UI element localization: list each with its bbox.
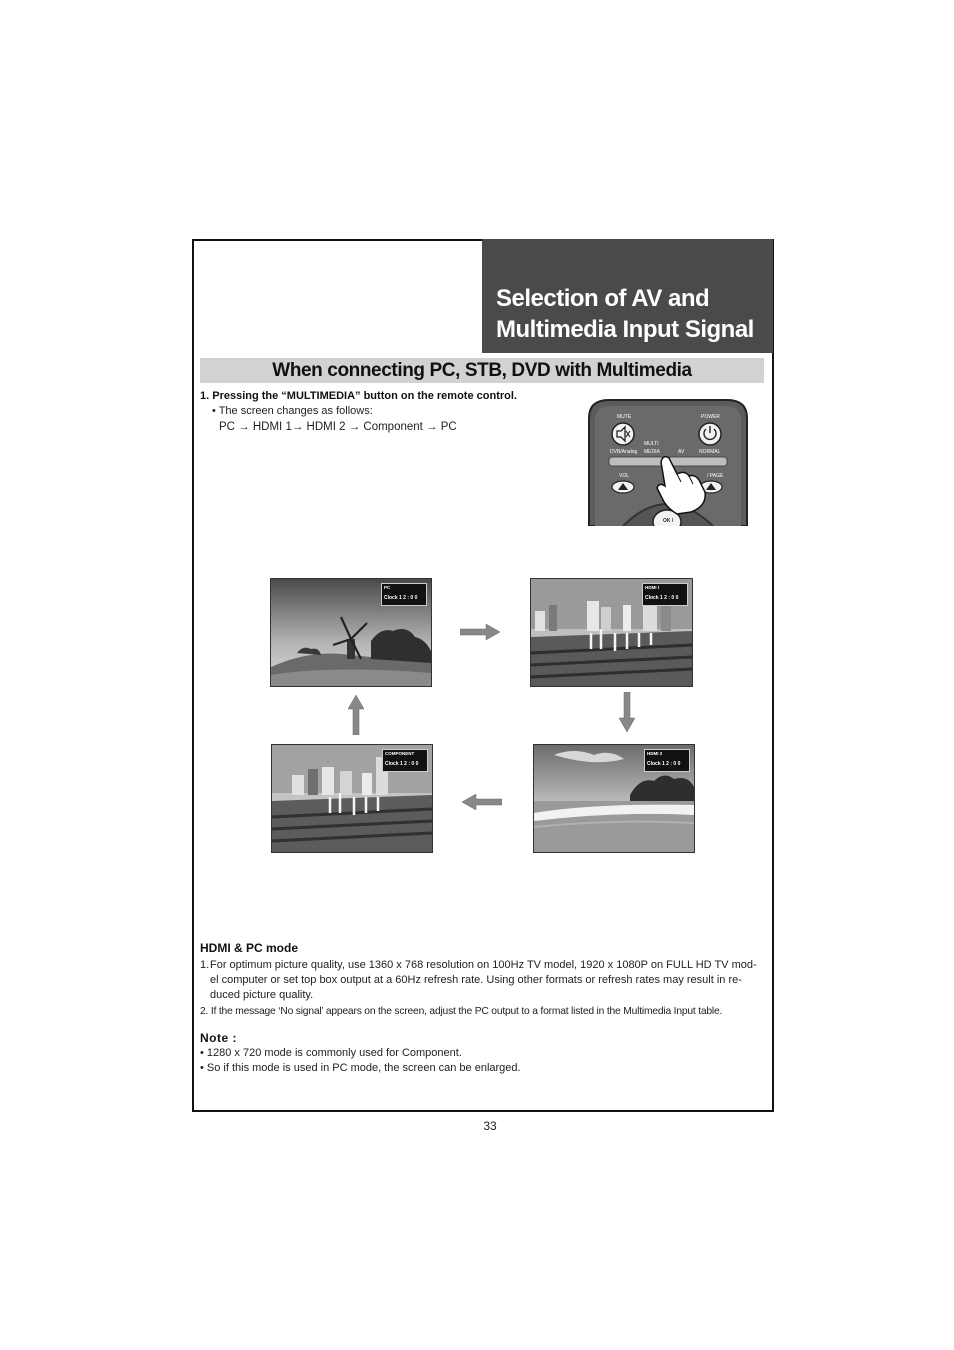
remote-vol-label: VOL xyxy=(619,473,630,479)
hdmi1-osd-label: HDMI I xyxy=(645,585,659,590)
component-osd-clock: Clock 1 2 : 0 0 xyxy=(385,761,419,767)
remote-page-label: / PAGE xyxy=(707,473,724,479)
note-bullet-2: • So if this mode is used in PC mode, the screen can be enlarged. xyxy=(200,1062,521,1074)
remote-multi-label: MULTI xyxy=(644,441,659,447)
hdmi1-osd-clock: Clock 1 2 : 0 0 xyxy=(645,595,679,601)
remote-media-label: MEDIA xyxy=(644,449,660,455)
remote-normal-label: NORMAL xyxy=(699,449,721,455)
arrow-up-icon xyxy=(348,693,364,735)
paragraph-1-line-2: el computer or set top box output at a 60Hz refresh rate. Using other formats or refresh rates may result in re- xyxy=(210,974,742,986)
paragraph-1-line-3: duced picture quality. xyxy=(210,989,314,1001)
hdmi-pc-paragraph-1 xyxy=(200,958,766,1003)
title-line-2: Multimedia Input Signal xyxy=(496,316,754,343)
arrow-down-icon xyxy=(619,692,635,734)
input-sequence: PC → HDMI 1→ HDMI 2 → Component → PC xyxy=(219,421,457,433)
paragraph-1-number: 1. xyxy=(200,959,210,971)
title-box xyxy=(482,239,773,353)
hdmi2-screen-image xyxy=(533,744,695,853)
step-title: 1. Pressing the “MULTIMEDIA” button on the remote control. xyxy=(200,390,517,402)
remote-dvb-label: DVB/Analog xyxy=(610,449,638,455)
section-bar xyxy=(200,358,764,383)
hdmi-pc-mode-title: HDMI & PC mode xyxy=(200,941,299,955)
remote-av-label: AV xyxy=(678,449,685,455)
arrow-left-icon xyxy=(460,794,502,810)
pc-osd-label: PC xyxy=(384,585,391,590)
hdmi-pc-paragraph-2: 2. If the message ‘No signal’ appears on the screen, adjust the PC output to a format listed in the Multimedia Input table. xyxy=(200,1006,723,1017)
page-number: 33 xyxy=(483,1119,497,1133)
component-osd-label: COMPONENT xyxy=(385,751,415,756)
hdmi1-screen-image xyxy=(530,578,693,687)
note-bullet-1: • 1280 x 720 mode is commonly used for Component. xyxy=(200,1047,462,1059)
section-heading: When connecting PC, STB, DVD with Multimedia xyxy=(272,360,692,381)
pc-screen-image xyxy=(270,578,432,687)
remote-control-illustration xyxy=(587,396,749,526)
step-subtitle: • The screen changes as follows: xyxy=(212,405,373,417)
remote-ok-label: OK / xyxy=(663,518,674,524)
hdmi2-osd-clock: Clock 1 2 : 0 0 xyxy=(647,761,681,767)
title-line-1: Selection of AV and xyxy=(496,285,710,312)
hdmi2-osd xyxy=(644,749,690,772)
note-title: Note : xyxy=(200,1031,237,1045)
paragraph-1-line-1: For optimum picture quality, use 1360 x 768 resolution on 100Hz TV model, 1920 x 1080P on FULL HD TV mod- xyxy=(210,959,757,971)
page-title xyxy=(496,283,754,345)
component-screen-image xyxy=(271,744,433,853)
hdmi2-osd-label: HDMI 2 xyxy=(647,751,663,756)
pc-osd-clock: Clock 1 2 : 0 0 xyxy=(384,595,418,601)
arrow-right-icon xyxy=(460,624,502,640)
remote-power-label: POWER xyxy=(701,414,720,420)
component-osd xyxy=(382,749,428,772)
hdmi1-osd xyxy=(642,583,688,606)
mute-icon xyxy=(612,423,634,445)
pc-osd xyxy=(381,583,427,606)
remote-mute-label: MUTE xyxy=(617,414,632,420)
